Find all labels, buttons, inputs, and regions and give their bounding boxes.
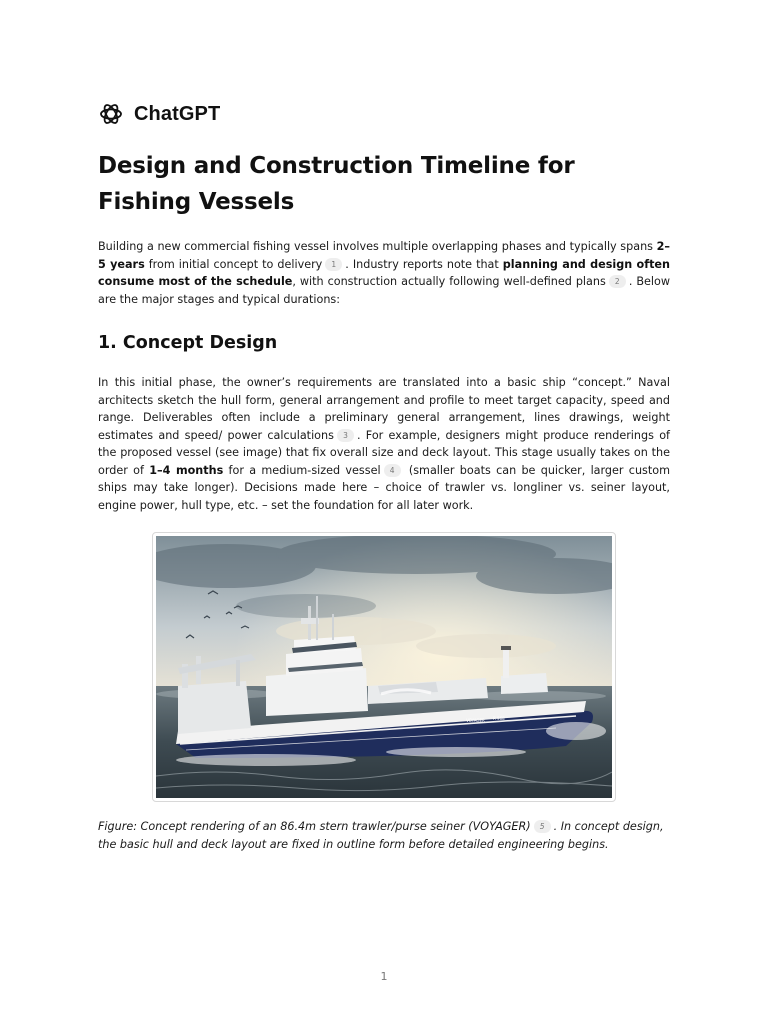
citation-badge-5[interactable]: 5 [534,820,551,833]
document-page [98,98,670,853]
page-title: Design and Construction Timeline for Fishing Vessels [98,153,575,215]
intro-bold-duration: 2–5 years [98,240,670,271]
brand-header [98,98,670,130]
caption-text-2: . In concept design, the basic hull and deck layout are fixed in outline form before detailed engineering begins. [98,820,664,851]
citation-badge-3[interactable]: 3 [337,429,354,442]
figure-caption [98,818,670,853]
hull-name-right: R 968 [493,716,505,721]
vessel-figure [152,532,616,802]
intro-text-3: . Industry reports note that [345,257,503,271]
concept-text-4: (smaller boats can be quicker, larger custom ships may take longer). Decisions made here – choice of trawler vs. longliner vs. seiner layout, engine power, hull type, etc. – set the foundation for all later work. [98,463,670,512]
page-number: 1 [380,970,388,983]
vessel-rendering-image [156,536,612,798]
concept-text-2: . For example, designers might produce renderings of the proposed vessel (see image) that fix overall size and deck layout. This stage usually takes on the order of [98,428,671,477]
concept-text-1: In this initial phase, the owner’s requirements are translated into a basic ship “concept.” Naval architects sketch the hull form, general arrangement and profile to meet target capacity, speed and range. Deliverables often include a preliminary general arrangement, lines drawings, weight estimates and speed/ power calculations [98,376,670,442]
openai-logo-icon [98,101,124,127]
citation-badge-2[interactable]: 2 [609,275,626,288]
brand-name: ChatGPT [134,102,221,125]
intro-text-5: . Below are the major stages and typical durations: [98,275,670,306]
intro-text-2: from initial concept to delivery [144,257,323,271]
intro-text-1: Building a new commercial fishing vessel involves multiple overlapping phases and typically spans [98,240,657,253]
intro-bold-planning: planning and design often consume most of the schedule [98,257,670,288]
intro-paragraph [98,238,670,308]
caption-text-1: Figure: Concept rendering of an 86.4m stern trawler/purse seiner (VOYAGER) [98,820,531,833]
intro-text-4: , with construction actually following well-defined plans [292,275,606,288]
concept-bold-duration: 1–4 months [149,463,224,477]
citation-badge-1[interactable]: 1 [325,258,342,271]
hull-name-left: VOYAGER [466,718,485,723]
concept-design-paragraph [98,374,670,514]
concept-text-3: for a medium-sized vessel [223,463,381,477]
citation-badge-4[interactable]: 4 [384,464,401,477]
section-heading-concept-design: 1. Concept Design [98,333,278,353]
